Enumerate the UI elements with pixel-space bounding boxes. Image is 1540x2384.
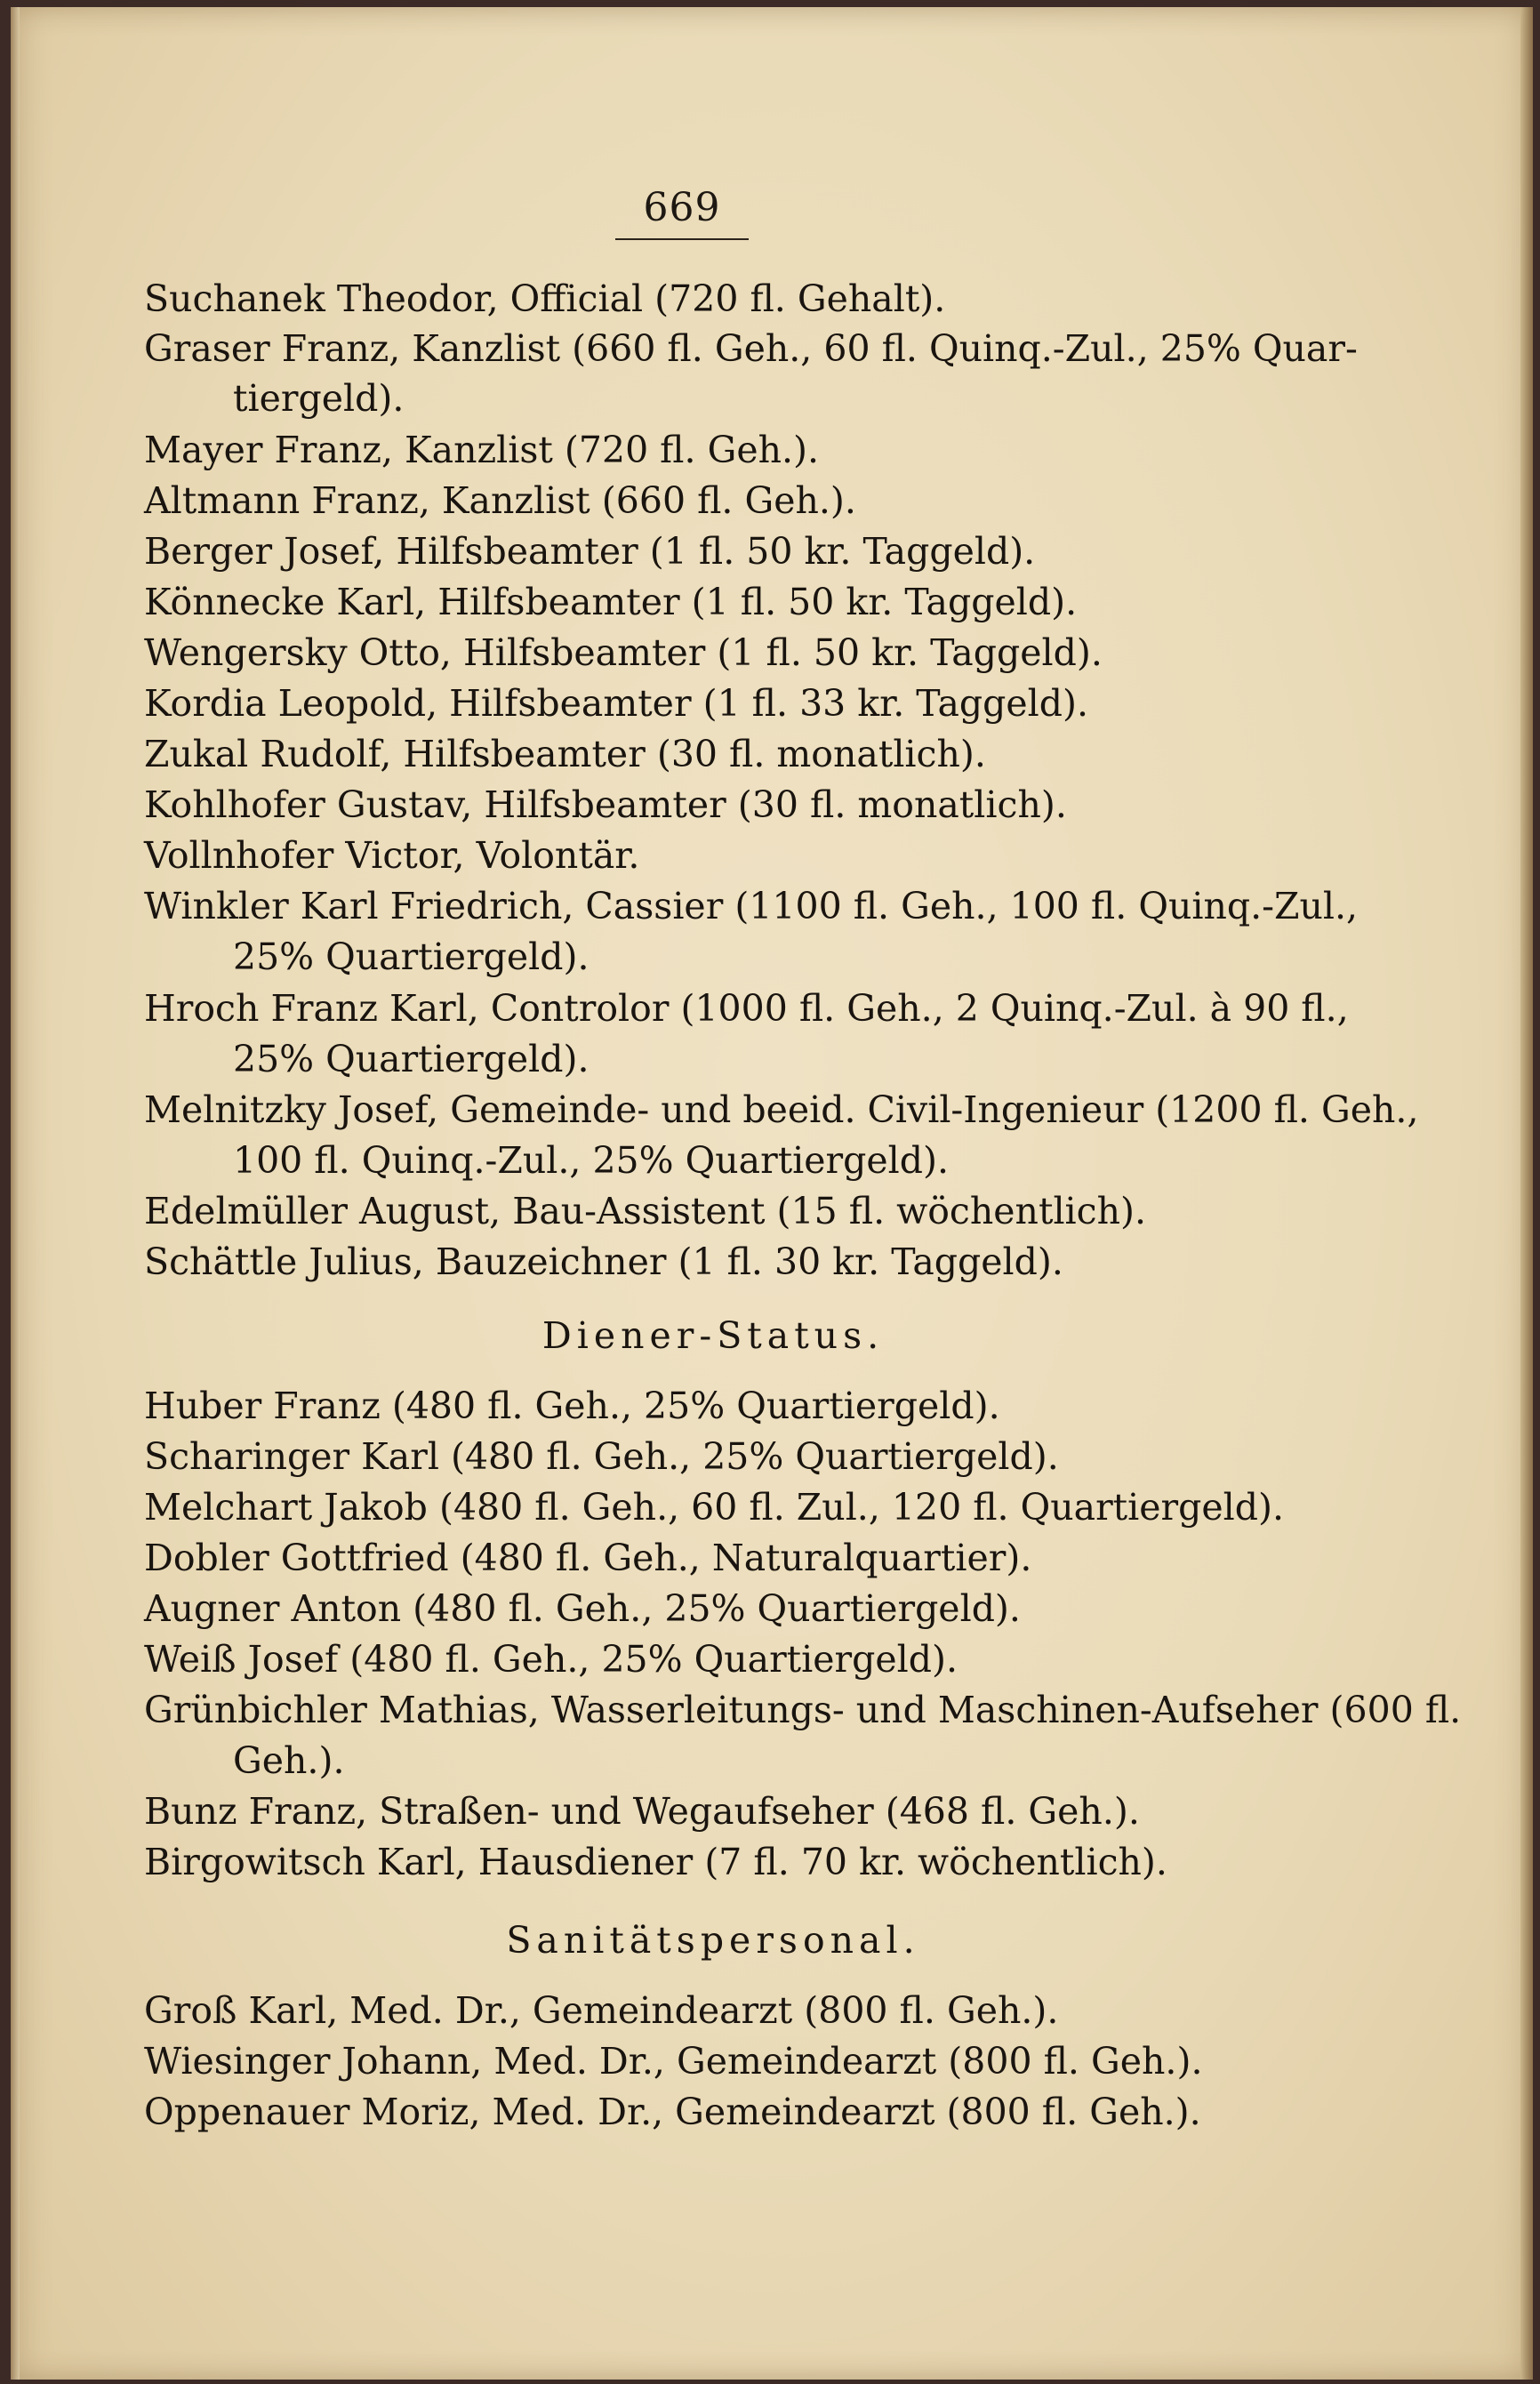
entry-continuation: tiergeld). [233,377,405,420]
entry-continuation: 25% Quartiergeld). [233,935,590,978]
entry-line: Bunz Franz, Straßen- und Wegaufseher (468 fl. Geh.). [144,1790,1140,1833]
entry-line: Birgowitsch Karl, Hausdiener (7 fl. 70 kr. wöchentlich). [144,1841,1167,1883]
entry-line: Wengersky Otto, Hilfsbeamter (1 fl. 50 kr. Taggeld). [144,631,1103,674]
entry-continuation: 25% Quartiergeld). [233,1038,590,1080]
entry-line: Suchanek Theodor, Official (720 fl. Gehalt). [144,277,946,320]
page-number-rule [615,238,749,240]
entry-line: Schättle Julius, Bauzeichner (1 fl. 30 kr. Taggeld). [144,1240,1063,1283]
book-spine [1520,7,1533,2380]
entry-line: Winkler Karl Friedrich, Cassier (1100 fl. Geh., 100 fl. Quinq.-Zul., [144,885,1359,927]
entry-line: Edelmüller August, Bau-Assistent (15 fl. wöchentlich). [144,1190,1147,1232]
entry-continuation: 100 fl. Quinq.-Zul., 25% Quartiergeld). [233,1139,950,1182]
entry-line: Scharinger Karl (480 fl. Geh., 25% Quartiergeld). [144,1435,1059,1478]
entry-line: Weiß Josef (480 fl. Geh., 25% Quartiergeld). [144,1638,958,1681]
entry-line: Groß Karl, Med. Dr., Gemeindearzt (800 fl. Geh.). [144,1989,1059,2032]
entry-line: Zukal Rudolf, Hilfsbeamter (30 fl. monatlich). [144,733,986,775]
entry-line: Mayer Franz, Kanzlist (720 fl. Geh.). [144,429,820,471]
entry-line: Melnitzky Josef, Gemeinde- und beeid. Civil-Ingenieur (1200 fl. Geh., [144,1088,1419,1131]
entry-line: Grünbichler Mathias, Wasserleitungs- und Maschinen-Aufseher (600 fl. [144,1689,1462,1731]
page-sheet [11,7,1533,2380]
entry-continuation: Geh.). [233,1739,345,1782]
entry-line: Hroch Franz Karl, Controlor (1000 fl. Geh., 2 Quinq.-Zul. à 90 fl., [144,987,1349,1030]
entry-line: Oppenauer Moriz, Med. Dr., Gemeindearzt (800 fl. Geh.). [144,2091,1201,2133]
section-heading-sanitaetspersonal: Sanitätspersonal. [506,1919,920,1962]
entry-line: Kordia Leopold, Hilfsbeamter (1 fl. 33 kr. Taggeld). [144,682,1089,725]
entry-line: Altmann Franz, Kanzlist (660 fl. Geh.). [144,479,856,522]
entry-line: Wiesinger Johann, Med. Dr., Gemeindearzt (800 fl. Geh.). [144,2040,1203,2083]
section-heading-diener-status: Diener-Status. [541,1314,885,1357]
page-left-edge [11,7,20,2380]
entry-line: Berger Josef, Hilfsbeamter (1 fl. 50 kr. Taggeld). [144,530,1036,573]
entry-line: Melchart Jakob (480 fl. Geh., 60 fl. Zul., 120 fl. Quartiergeld). [144,1486,1285,1529]
entry-line: Huber Franz (480 fl. Geh., 25% Quartiergeld). [144,1385,1000,1427]
page-number: 669 [643,185,721,230]
entry-line: Augner Anton (480 fl. Geh., 25% Quartiergeld). [144,1587,1021,1630]
entry-line: Vollnhofer Victor, Volontär. [144,834,640,877]
entry-line: Könnecke Karl, Hilfsbeamter (1 fl. 50 kr. Taggeld). [144,581,1078,623]
entry-line: Graser Franz, Kanzlist (660 fl. Geh., 60 fl. Quinq.-Zul., 25% Quar- [144,327,1358,370]
entry-line: Kohlhofer Gustav, Hilfsbeamter (30 fl. monatlich). [144,783,1067,826]
entry-line: Dobler Gottfried (480 fl. Geh., Naturalquartier). [144,1537,1032,1579]
